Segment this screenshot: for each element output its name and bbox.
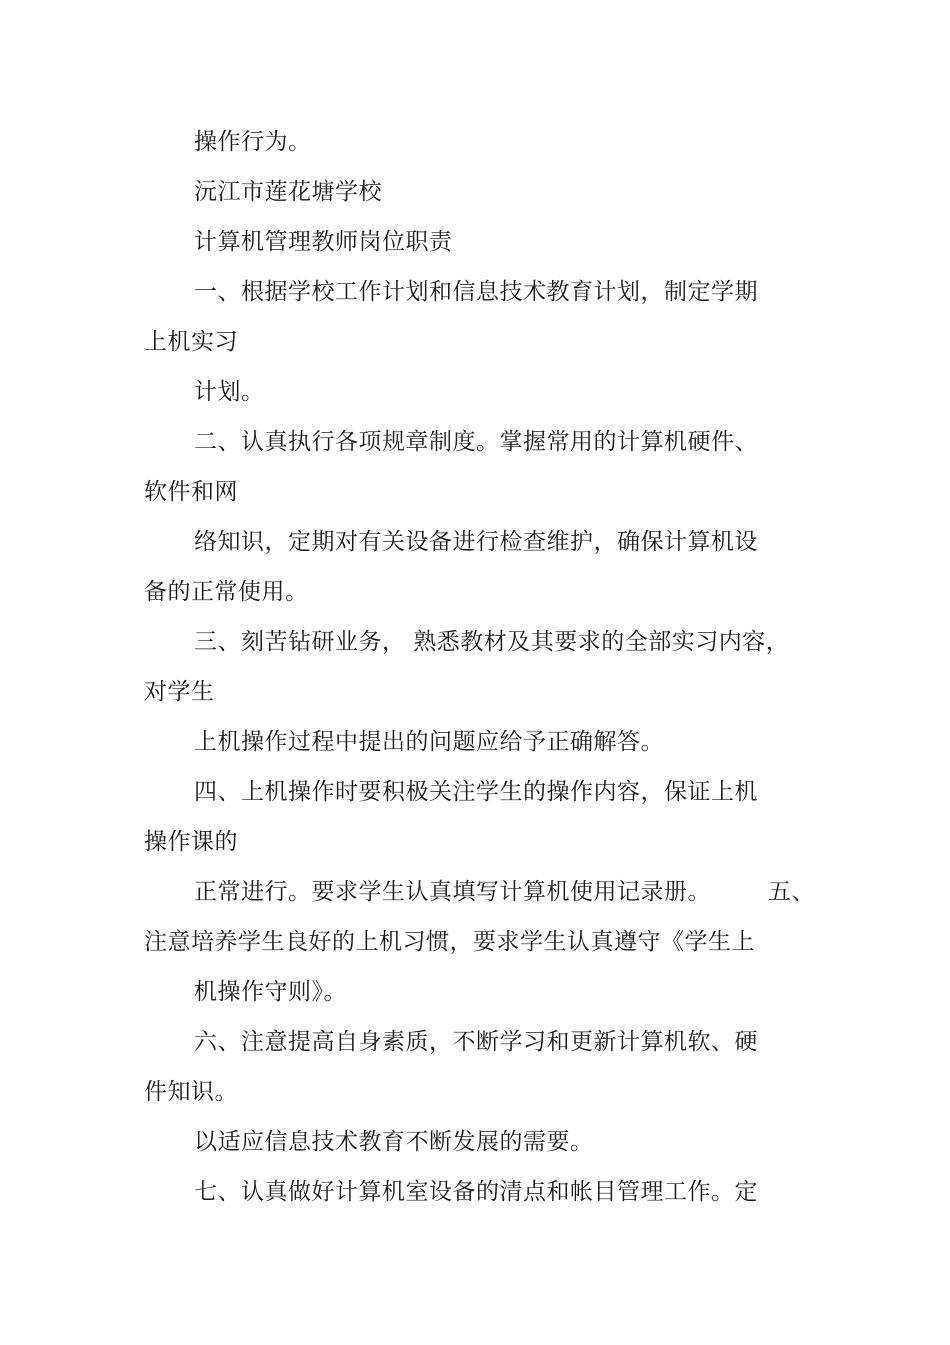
duty-item-3: 三、刻苦钻研业务， 熟悉教材及其要求的全部实习内容， (194, 629, 790, 655)
text-line: 件知识。 (144, 1079, 238, 1105)
text-line: 上机操作过程中提出的问题应给予正确解答。 (194, 729, 664, 755)
duty-item-7: 七、认真做好计算机室设备的清点和帐目管理工作。定 (194, 1179, 758, 1205)
duty-item-4: 四、上机操作时要积极关注学生的操作内容，保证上机 (194, 779, 758, 805)
text-line: 正常进行。要求学生认真填写计算机使用记录册。 (194, 879, 711, 905)
text-line: 对学生 (144, 679, 215, 705)
text-line: 备的正常使用。 (144, 579, 309, 605)
text-line: 络知识，定期对有关设备进行检查维护，确保计算机设 (194, 529, 758, 555)
duty-item-2: 二、认真执行各项规章制度。掌握常用的计算机硬件、 (194, 429, 758, 455)
school-name: 沅江市莲花塘学校 (194, 179, 382, 205)
duty-item-6: 六、注意提高自身素质，不断学习和更新计算机软、硬 (194, 1029, 758, 1055)
duty-item-5: 注意培养学生良好的上机习惯，要求学生认真遵守《学生上 (144, 929, 755, 955)
text-line: 操作课的 (144, 829, 238, 855)
duty-item-5-marker: 五、 (768, 879, 815, 905)
text-line: 计划。 (194, 379, 265, 405)
text-line: 操作行为。 (194, 129, 312, 155)
text-line: 以适应信息技术教育不断发展的需要。 (194, 1129, 594, 1155)
text-line: 软件和网 (144, 479, 238, 505)
text-line: 机操作守则》。 (194, 979, 347, 1005)
duty-item-1: 一、根据学校工作计划和信息技术教育计划，制定学期 (194, 279, 758, 305)
section-title: 计算机管理教师岗位职责 (194, 229, 453, 255)
text-line: 上机实习 (144, 329, 238, 355)
